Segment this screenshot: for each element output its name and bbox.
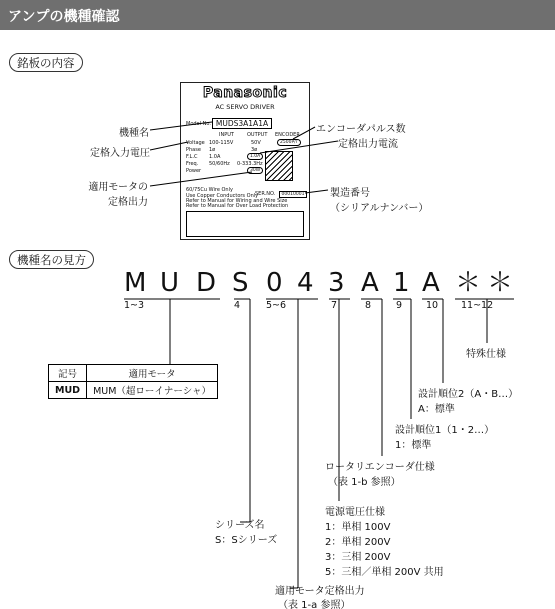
desc-power-1: 1：単相 100V	[325, 522, 391, 533]
val-freq: 50/60Hz	[209, 161, 230, 167]
callout-rated-input-voltage: 定格入力電圧	[90, 148, 150, 159]
nameplate-subtitle: AC SERVO DRIVER	[215, 103, 275, 111]
desc-design2-std: A：標準	[418, 404, 455, 415]
val-power: 30W	[247, 167, 263, 174]
val-encoder: 2500P/r	[277, 139, 301, 146]
note-wire: 60/75Cu Wire Only	[186, 187, 233, 193]
code-char: A	[422, 268, 440, 298]
note-copper: Use Copper Conductors Only	[186, 193, 259, 199]
val-flc: 1.0A	[209, 154, 221, 160]
ser-no: 00010001	[279, 191, 307, 198]
code-char: A	[361, 268, 379, 298]
val-out-flc: 1.0A	[247, 153, 263, 160]
code-char: ＊	[487, 268, 514, 298]
desc-special: 特殊仕様	[466, 349, 506, 360]
desc-power-5: 5：三相／単相 200V 共用	[325, 567, 444, 578]
code-char: M	[124, 268, 147, 298]
code-char: 3	[328, 268, 345, 298]
desc-series-title: シリーズ名	[215, 520, 265, 531]
table-header: 適用モータ	[87, 365, 218, 382]
val-out-freq: 0-333.3Hz	[237, 161, 263, 167]
position-label: 1~3	[124, 300, 145, 311]
col-encoder: ENCODER	[275, 132, 300, 138]
row-phase: Phase	[186, 147, 201, 153]
callout-encoder-pulse: エンコーダパルス数	[316, 124, 406, 135]
ser-label: SER.NO.	[255, 191, 276, 197]
val-phase: 1ø	[209, 147, 216, 153]
desc-series-val: S：Sシリーズ	[215, 535, 278, 546]
row-flc: F.L.C	[186, 154, 198, 160]
val-out-phase: 3ø	[251, 147, 258, 153]
val-voltage: 100-115V	[209, 140, 234, 146]
table-cell: MUD	[49, 382, 87, 399]
desc-design1-title: 設計順位1（1・2…）	[395, 425, 495, 436]
desc-design1-std: 1：標準	[395, 440, 432, 451]
table-cell: MUM（超ローイナーシャ）	[87, 382, 218, 399]
code-char: D	[196, 268, 217, 298]
callout-rated-output-current: 定格出力電流	[338, 139, 398, 150]
position-label: 4	[234, 300, 241, 311]
position-label: 11~12	[461, 300, 494, 311]
position-label: 8	[365, 300, 372, 311]
code-char: 0	[266, 268, 283, 298]
nameplate-brand: Panasonic	[202, 85, 288, 101]
code-char: ＊	[455, 268, 482, 298]
desc-power-title: 電源電圧仕様	[325, 507, 385, 518]
callout-motor-output-2: 定格出力	[108, 197, 148, 208]
section-title-model-reading: 機種名の見方	[9, 250, 94, 269]
note-wiring: Refer to Manual for Wiring and Wire Size	[186, 198, 288, 204]
position-label: 10	[426, 300, 439, 311]
row-power: Power	[186, 168, 202, 174]
col-input: INPUT	[219, 132, 234, 138]
model-no-label: Model No.	[186, 121, 211, 127]
section-title-nameplate: 銘板の内容	[9, 53, 83, 72]
callout-model-name: 機種名	[119, 128, 149, 139]
code-char: S	[232, 268, 249, 298]
desc-power-3: 3：三相 200V	[325, 552, 391, 563]
code-char: 1	[393, 268, 410, 298]
desc-encoder-title: ロータリエンコーダ仕様	[325, 462, 435, 473]
desc-motor-ref: （表 1-a 参照）	[278, 600, 351, 609]
desc-motor-title: 適用モータ定格出力	[275, 586, 365, 597]
row-voltage: Voltage	[186, 140, 205, 146]
position-label: 9	[396, 300, 403, 311]
callout-serial-1: 製造番号	[330, 188, 370, 199]
callout-serial-2: （シリアルナンバー）	[330, 203, 429, 214]
position-label: 5~6	[266, 300, 287, 311]
note-overload: Refer to Manual for Over Load Protection	[186, 203, 289, 209]
val-out-voltage: 50V	[251, 140, 261, 146]
col-output: OUTPUT	[247, 132, 268, 138]
row-freq: Freq.	[186, 161, 199, 167]
desc-design2-title: 設計順位2（A・B…）	[418, 389, 519, 400]
callout-motor-output-1: 適用モータの	[88, 182, 148, 193]
nameplate-model-no: MUDS3A1A1A	[212, 118, 272, 129]
position-label: 7	[331, 300, 338, 311]
desc-power-2: 2：単相 200V	[325, 537, 391, 548]
header-title: アンプの機種確認	[8, 9, 120, 25]
code-char: 4	[297, 268, 314, 298]
code-char: U	[160, 268, 180, 298]
desc-encoder-ref: （表 1-b 参照）	[328, 477, 401, 488]
table-header: 記号	[49, 365, 87, 382]
